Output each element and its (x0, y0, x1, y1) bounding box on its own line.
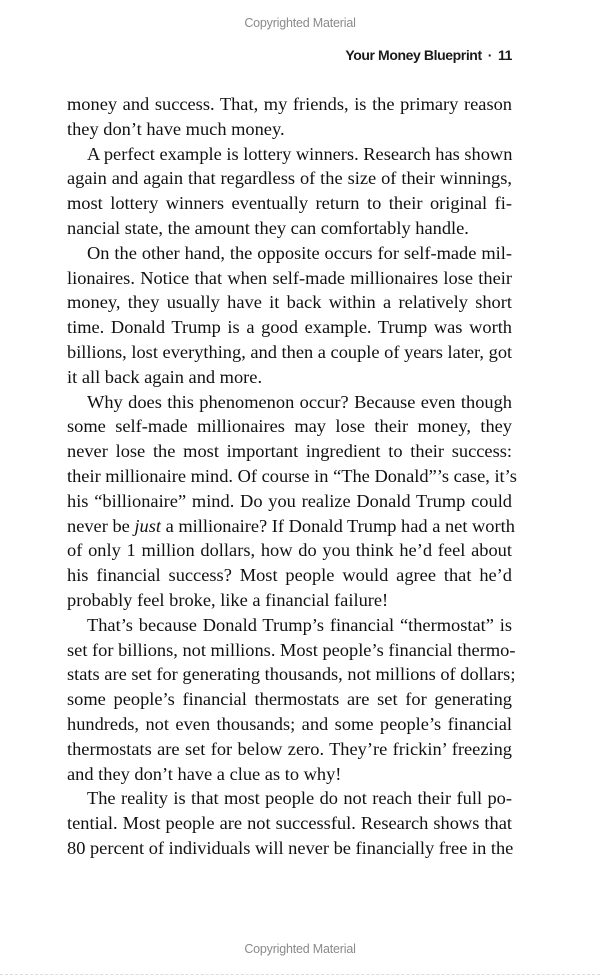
chapter-title: Your Money Blueprint (345, 47, 482, 63)
body-text (67, 92, 517, 861)
text-span: The reality is that most people do not reach their full po- (87, 788, 512, 809)
text-span: a millionaire? If Donald Trump had a net worth (160, 515, 515, 536)
text-line (67, 92, 512, 117)
text-line (67, 365, 512, 390)
text-line (67, 390, 512, 415)
text-span: it all back again and more. (67, 366, 263, 387)
text-line (67, 464, 517, 489)
text-line (67, 340, 512, 365)
italic-text: just (134, 515, 161, 536)
text-line (67, 142, 512, 167)
text-span: never lose the most important ingredient to their success: (67, 441, 512, 462)
text-line (67, 712, 512, 737)
text-line (67, 241, 512, 266)
text-span: That’s because Donald Trump’s financial “thermostat” is (87, 614, 512, 635)
text-line (67, 762, 512, 787)
text-span: and they don’t have a clue as to why! (67, 763, 342, 784)
text-line (67, 315, 512, 340)
text-span: his financial success? Most people would agree that he’d (67, 565, 512, 586)
text-span: their millionaire mind. Of course in “The Donald”’s case, it’s (67, 465, 517, 486)
running-header (345, 47, 512, 63)
text-span: A perfect example is lottery winners. Research has shown (87, 143, 513, 164)
text-span: billions, lost everything, and then a couple of years later, got (67, 341, 513, 362)
text-span: set for billions, not millions. Most people’s financial thermo- (67, 639, 516, 660)
text-line (67, 489, 512, 514)
header-separator: · (487, 47, 492, 63)
text-line (67, 439, 512, 464)
text-span: stats are set for generating thousands, not millions of dollars; (67, 664, 516, 685)
text-line (67, 117, 512, 142)
text-span: hundreds, not even thousands; and some people’s financial (67, 713, 512, 734)
text-line (67, 563, 512, 588)
text-span: never be (67, 515, 135, 536)
text-line (67, 687, 512, 712)
text-line (67, 811, 512, 836)
text-line (67, 638, 516, 663)
text-span: nancial state, the amount they can comfortably handle. (67, 217, 469, 238)
text-span: time. Donald Trump is a good example. Trump was worth (67, 317, 512, 338)
text-line (67, 216, 512, 241)
text-line (67, 836, 512, 861)
text-line (67, 514, 515, 539)
text-line (67, 266, 512, 291)
text-span: they don’t have much money. (67, 118, 285, 139)
text-line (67, 613, 512, 638)
page-bottom-border (0, 974, 600, 975)
text-span: Why does this phenomenon occur? Because even though (87, 391, 512, 412)
text-span: On the other hand, the opposite occurs for self-made mil- (87, 242, 512, 263)
text-line (67, 662, 516, 687)
text-line (67, 786, 512, 811)
text-line (67, 737, 512, 762)
text-span: of only 1 million dollars, how do you think he’d feel about (67, 540, 512, 561)
text-span: most lottery winners eventually return to their original fi- (67, 193, 512, 214)
copyright-watermark-bottom: Copyrighted Material (244, 942, 356, 956)
text-line (67, 588, 512, 613)
text-line (67, 414, 512, 439)
copyright-watermark-top: Copyrighted Material (244, 16, 356, 30)
text-span: again and again that regardless of the size of their winnings, (67, 168, 512, 189)
text-span: tential. Most people are not successful. Research shows that (67, 813, 512, 834)
text-span: money, they usually have it back within a relatively short (67, 292, 512, 313)
text-span: thermostats are set for below zero. They’re frickin’ freezing (67, 738, 512, 759)
text-line (67, 191, 512, 216)
text-span: some people’s financial thermostats are set for generating (67, 689, 512, 710)
text-span: lionaires. Notice that when self-made millionaires lose their (67, 267, 512, 288)
text-line (67, 166, 512, 191)
text-line (67, 538, 512, 563)
text-span: 80 percent of individuals will never be financially free in the (67, 837, 514, 858)
text-span: his “billionaire” mind. Do you realize Donald Trump could (67, 490, 512, 511)
text-span: some self-made millionaires may lose their money, they (67, 416, 512, 437)
page-number: 11 (498, 47, 512, 63)
text-line (67, 290, 512, 315)
text-span: money and success. That, my friends, is the primary reason (67, 94, 512, 114)
text-span: probably feel broke, like a financial failure! (67, 589, 389, 610)
